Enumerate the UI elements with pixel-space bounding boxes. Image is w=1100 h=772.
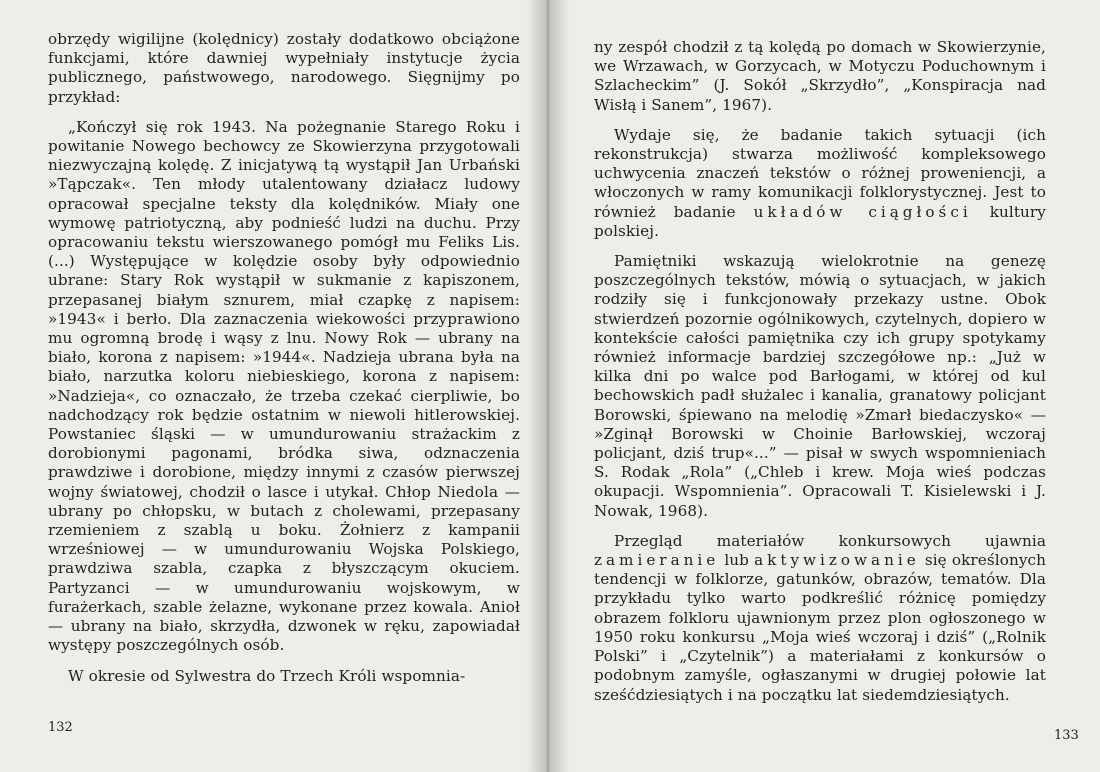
text-run: kultury polskiej.: [594, 202, 1046, 240]
text-run: Przegląd materiałów konkursowych ujawnia: [614, 531, 1046, 550]
page-number: 133: [1054, 728, 1079, 743]
emphasized-text: aktywizowanie: [754, 551, 920, 570]
text-run: się określonych tendencji w folklorze, gatunków, obrazów, tematów. Dla przykładu tylko warto podkreślić różnicę pomiędzy obrazem folkloru ujawnionym przez plon ogłoszonego w 1950 roku konkursu „Moja wieś wczoraj i dziś” („Rolnik Polski” i „Czytelnik”) a materiałami z konkursów o podobnym zamyśle, ogłaszanymi w drugiej połowie lat sześćdziesiątych i na początku lat siedemdziesiątych.: [594, 551, 1046, 704]
paragraph: Pamiętniki wskazują wielokrotnie na genezę poszczególnych tekstów, mówią o sytuacjach, w jakich rodziły się i funkcjonowały przekazy ustne. Obok stwierdzeń pozornie ogólnikowych, czytelnych, dopiero w kontekście całości pamiętnika czy ich grupy spotykamy również informacje bardziej szczegółowe np.: „Już w kilka dni po walce pod Barłogami, w której od kul bechowskich padł służalec i kanalia, granatowy policjant Borowski, śpiewano na melodię »Zmarł biedaczysko« — »Zginął Borowski w Choinie Barłowskiej, wczoraj policjant, dziś trup«...” — pisał w swych wspomnieniach S. Rodak „Rola” („Chleb i krew. Moja wieś podczas okupacji. Wspomnienia”. Opracowali T. Kisielewski i J. Nowak, 1968).: [594, 252, 1046, 520]
page-number: 132: [48, 720, 73, 735]
left-page: [0, 0, 548, 772]
right-page: [548, 0, 1100, 772]
paragraph-quote: „Kończył się rok 1943. Na pożegnanie Starego Roku i powitanie Nowego bechowcy ze Skowierzyna przygotowali niezwyczajną kolędę. Z inicjatywą tą wystąpił Jan Urbański »Tąpczak«. Ten młody utalentowany działacz ludowy opracował specjalne teksty dla kolędników. Miały one wymowę patriotyczną, aby podnieść ludzi na duchu. Przy opracowaniu tekstu wierszowanego pomógł mu Feliks Lis. (...) Występujące w kolędzie osoby były odpowiednio ubrane: Stary Rok wystąpił w sukmanie z kapiszonem, przepasanej białym sznurem, miał czapkę z napisem: »1943« i berło. Dla zaznaczenia wiekowości przyprawiono mu ogromną brodę i wąsy z lnu. Nowy Rok — ubrany na biało, korona z napisem: »1944«. Nadzieja ubrana była na biało, narzutka koloru niebieskiego, korona z napisem: »Nadzieja«, co oznaczało, że trzeba czekać cierpliwie, bo nadchodzący rok będzie ostatnim w niewoli hitlerowskiej. Powstaniec śląski — w umundurowaniu strażackim z dorobionymi pagonami, bródka siwa, odznaczenia prawdziwe i dorobione, między innymi z czasów pierwszej wojny światowej, chodził o lasce i utykał. Chłop Niedola — ubrany po chłopsku, w butach z cholewami, przepasany rzemieniem z szablą u boku. Żołnierz z kampanii wrześniowej — w umundurowaniu Wojska Polskiego, prawdziwa szabla, czapka z błyszczącym okuciem. Partyzanci — w umundurowaniu wojskowym, w furażerkach, szable żelazne, wykonane przez kowala. Anioł — ubrany na biało, skrzydła, dzwonek w ręku, zapowiadał występy poszczególnych osób.: [48, 117, 520, 655]
text-run: Wydaje się, że badanie takich sytuacji (ich rekonstrukcja) stwarza możliwość kompleksowego uchwycenia znaczeń tekstów o różnej proweniencji, a włoczonych w ramy komunikacji folklorystycznej. Jest to również badanie: [594, 125, 1046, 221]
paragraph: [594, 126, 1046, 241]
paragraph: [594, 532, 1046, 705]
paragraph: ny zespół chodził z tą kolędą po domach w Skowierzynie, we Wrzawach, w Gorzycach, w Motyczu Poduchownym i Szlacheckim” (J. Sokół „Skrzydło”, „Konspiracja nad Wisłą i Sanem”, 1967).: [594, 38, 1046, 114]
paragraph: W okresie od Sylwestra do Trzech Króli wspomnia-: [68, 666, 466, 685]
emphasized-text: układów ciągłości: [753, 202, 972, 221]
right-text-column: [594, 38, 1046, 705]
left-text-column: [48, 30, 520, 686]
text-run: lub: [724, 551, 750, 570]
emphasized-text: zamieranie: [594, 551, 720, 570]
paragraph: obrzędy wigilijne (kolędnicy) zostały dodatkowo obciążone funkcjami, które dawniej wypełniały instytucje życia publicznego, państwowego, narodowego. Sięgnijmy po przykład:: [48, 30, 520, 106]
